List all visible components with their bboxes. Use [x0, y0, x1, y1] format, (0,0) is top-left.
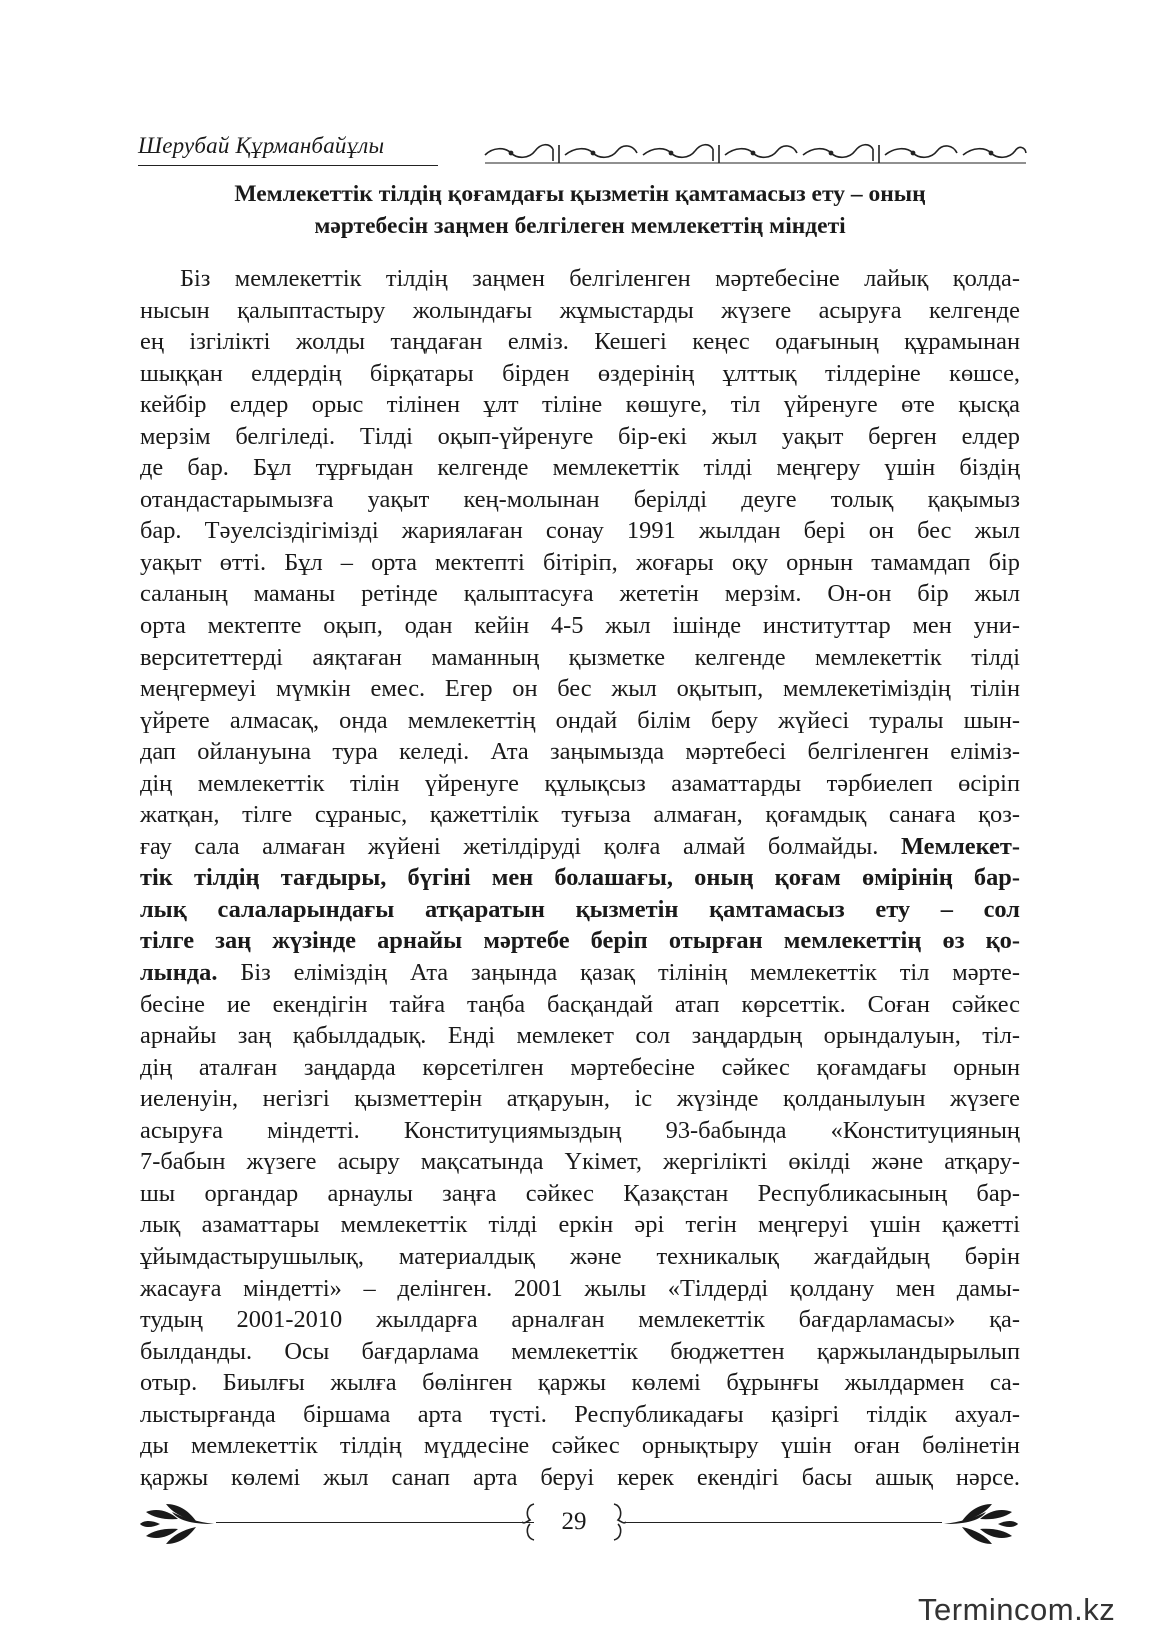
- text-segment: ғау сала алмаған жүйені жетілдіруді қолға алмай болмайды.: [140, 832, 879, 860]
- text-line: иеленуін, негізгі қызметтерін атқаруын, іс жүзінде қолданылуын жүзеге: [140, 1085, 1020, 1113]
- text-line: де бар. Бұл тұрғыдан келгенде мемлекеттік тілді меңгеру үшін біздің: [140, 454, 1020, 482]
- text-line: Біз мемлекеттік тілдің заңмен белгіленген мәртебесіне лайық қолда-: [180, 265, 1020, 292]
- text-line: ең ізгілікті жолды таңдаған елміз. Кешегі кеңес одағының құрамынан: [140, 328, 1020, 356]
- text-line: нысын қалыптастыру жолындағы жұмыстарды жүзеге асыруға келгенде: [140, 296, 1020, 324]
- text-line: дің аталған заңдарда көрсетілген мәртебесіне сәйкес қоғамдағы орнын: [140, 1053, 1020, 1081]
- text-line: дің мемлекеттік тілін үйренуге құлықсыз азаматтарды тәрбиелеп өсіріп: [140, 769, 1020, 797]
- text-line-mixed: [140, 831, 1020, 863]
- author-name: Шерубай Құрманбайұлы: [138, 133, 385, 158]
- text-line: 7-бабын жүзеге асыру мақсатында Үкімет, жергілікті өкілді және атқару-: [140, 1148, 1020, 1176]
- text-line: шыққан елдердің бірқатары бірден өздерінің ұлттық тілдеріне көшсе,: [140, 359, 1020, 387]
- bold-segment: лық салаларындағы атқаратын қызметін қамтамасыз ету – сол: [140, 895, 1020, 923]
- text-line: кейбір елдер орыс тілінен ұлт тіліне көшуге, тіл үйренуге өте қысқа: [140, 391, 1020, 419]
- footer-rule-left: [216, 1522, 534, 1523]
- footer-rule-right: [626, 1522, 942, 1523]
- bold-segment: Мемлекет-: [900, 832, 1020, 860]
- left-leaf-ornament-icon: [138, 1500, 216, 1546]
- text-line-bold: [140, 894, 1020, 926]
- text-line: отыр. Биылғы жылға бөлінген қаржы көлемі бұрынғы жылдармен са-: [140, 1369, 1020, 1397]
- running-head: [138, 133, 1028, 169]
- text-segment: Біз еліміздің Ата заңында қазақ тілінің мемлекеттік тіл мәрте-: [217, 959, 1020, 987]
- text-line: қаржы көлемі жыл санап арта беруі керек екендігі басы ашық нәрсе.: [140, 1463, 1020, 1491]
- text-line: ұйымдастырушылық, материалдық және техникалық жағдайдың бәрін: [140, 1242, 1020, 1270]
- page-number: 29: [561, 1508, 587, 1535]
- text-line: былданды. Осы бағдарлама мемлекеттік бюджеттен қаржыландырылып: [140, 1337, 1020, 1365]
- text-line: мерзім белгіледі. Тілді оқып-үйренуге бір-екі жыл уақыт берген елдер: [140, 422, 1020, 450]
- bold-segment: тік тілдің тағдыры, бүгіні мен болашағы, оның қоғам өмірінің бар-: [140, 864, 1020, 892]
- text-line: асыруға міндетті. Конституциямыздың 93-бабында «Конституцияның: [140, 1116, 1020, 1144]
- text-line: тудың 2001-2010 жылдарға арналған мемлекеттік бағдарламасы» қа-: [140, 1306, 1020, 1334]
- right-bracket-icon: [612, 1502, 626, 1542]
- bold-segment: лында.: [140, 959, 218, 987]
- site-watermark: Termincom.kz: [918, 1592, 1116, 1627]
- right-leaf-ornament-icon: [942, 1500, 1020, 1546]
- text-line-mixed: [140, 957, 1020, 989]
- text-line: үйрете алмасақ, онда мемлекеттің ондай білім беру жүйесі туралы шын-: [140, 706, 1020, 734]
- text-line: бар. Тәуелсіздігімізді жариялаған сонау 1991 жылдан бері он бес жыл: [140, 517, 1020, 545]
- text-line: бесіне ие екендігін тайға таңба басқандай атап көрсеттік. Соған сәйкес: [140, 990, 1020, 1018]
- text-line: лыстырғанда біршама арта түсті. Республикадағы қазіргі тілдік ахуал-: [140, 1400, 1020, 1428]
- text-line: меңгермеуі мүмкін емес. Егер он бес жыл оқытып, мемлекетіміздің тілін: [140, 675, 1020, 703]
- text-line: лық азаматтары мемлекеттік тілді еркін әрі тегін меңгеруі үшін қажетті: [140, 1211, 1020, 1239]
- section-title: [140, 178, 1020, 242]
- text-line: саланың маманы ретінде қалыптасуға жететін мерзім. Он-он бір жыл: [140, 580, 1020, 608]
- text-line: верситеттерді аяқтаған маманның қызметке келгенде мемлекеттік тілді: [140, 643, 1020, 671]
- header-ornament-icon: [483, 139, 1028, 167]
- text-line: орта мектепте оқып, одан кейін 4-5 жыл ішінде институттар мен уни-: [140, 612, 1020, 640]
- text-line: жасауға міндетті» – делінген. 2001 жылы «Тілдерді қолдану мен дамы-: [140, 1274, 1020, 1302]
- title-line: мәртебесін заңмен белгілеген мемлекеттің міндеті: [314, 213, 846, 239]
- body-text: [140, 263, 1020, 1493]
- header-rule: [138, 165, 438, 166]
- text-line: уақыт өтті. Бұл – орта мектепті бітіріп, жоғары оқу орнын тамамдап бір: [140, 548, 1020, 576]
- bold-segment: тілге заң жүзінде арнайы мәртебе беріп отырған мемлекеттің өз қо-: [140, 927, 1020, 955]
- text-line: арнайы заң қабылдадық. Енді мемлекет сол заңдардың орындалуын, тіл-: [140, 1022, 1020, 1050]
- text-line-bold: [140, 862, 1020, 894]
- text-line: шы органдар арнаулы заңға сәйкес Қазақстан Республикасының бар-: [140, 1179, 1020, 1207]
- text-line-bold: [140, 925, 1020, 957]
- text-line: отандастарымызға уақыт кең-молынан берілді деуге толық қақымыз: [140, 485, 1020, 513]
- text-line: дап ойлануына тура келеді. Ата заңымызда мәртебесі белгіленген еліміз-: [140, 738, 1020, 766]
- left-bracket-icon: [522, 1502, 536, 1542]
- title-line: Мемлекеттік тілдің қоғамдағы қызметін қамтамасыз ету – оның: [234, 181, 926, 207]
- page-footer: [138, 1498, 1020, 1548]
- text-line: ды мемлекеттік тілдің мүддесіне сәйкес орнықтыру үшін оған бөлінетін: [140, 1432, 1020, 1460]
- text-line: жатқан, тілге сұраныс, қажеттілік туғыза алмаған, қоғамдық санаға қоз-: [140, 801, 1020, 829]
